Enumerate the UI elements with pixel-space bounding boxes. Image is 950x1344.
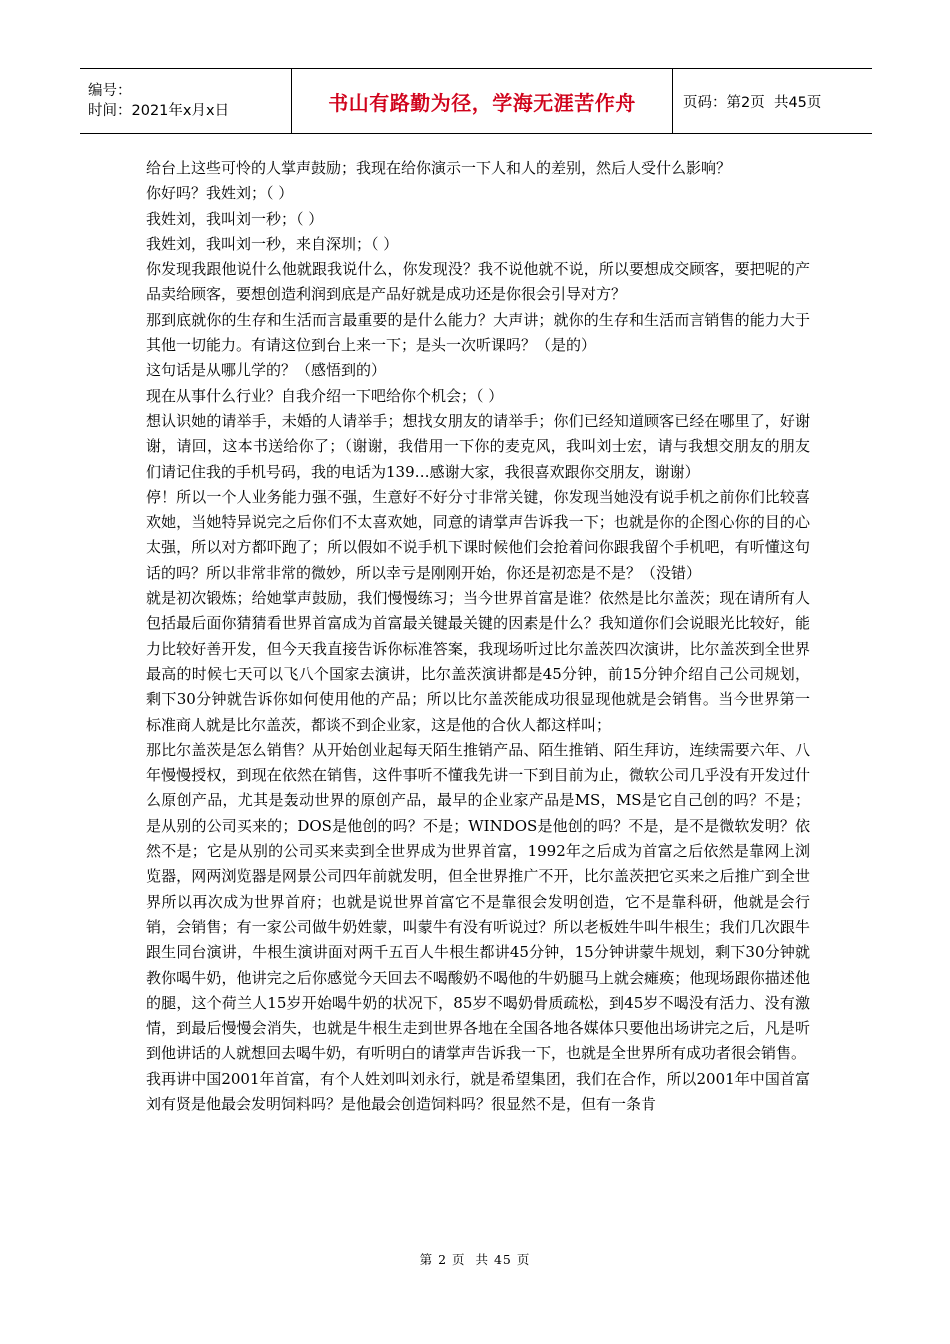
- document-header: [80, 68, 872, 134]
- paragraph: 那比尔盖茨是怎么销售？从开始创业起每天陌生推销产品、陌生推销、陌生拜访，连续需要六年、八年慢慢授权，到现在依然在销售，这件事听不懂我先讲一下到目前为止，微软公司几乎没有开发过什么原创产品，尤其是轰动世界的原创产品，最早的企业家产品是MS，MS是它自己创的吗？不是；是从别的公司买来的；DOS是他创的吗？不是；WINDOS是他创的吗？不是，是不是微软发明？依然不是；它是从别的公司买来卖到全世界成为世界首富，1992年之后成为首富之后依然是靠网上浏览器，网两浏览器是网景公司四年前就发明，但全世界推广不开，比尔盖茨把它买来之后推广到全世界所以再次成为世界首府；也就是说世界首富它不是靠很会发明创造，它不是靠科研，他就是会行销，会销售；有一家公司做牛奶姓蒙，叫蒙牛有没有听说过？所以老板姓牛叫牛根生；我们几次跟牛跟生同台演讲，牛根生演讲面对两千五百人牛根生都讲45分钟，15分钟讲蒙牛规划，剩下30分钟就教你喝牛奶，他讲完之后你感觉今天回去不喝酸奶不喝他的牛奶腿马上就会瘫痪；他现场跟你描述他的腿，这个荷兰人15岁开始喝牛奶的状况下，85岁不喝奶骨质疏松，到45岁不喝没有活力、没有激情，到最后慢慢会消失，也就是牛根生走到世界各地在全国各地各媒体只要他出场讲完之后，凡是听到他讲话的人就想回去喝牛奶，有听明白的请掌声告诉我一下，也就是全世界所有成功者很会销售。: [146, 740, 810, 1063]
- document-number-label: 编号：: [88, 83, 132, 99]
- paragraph: 想认识她的请举手，未婚的人请举手；想找女朋友的请举手；你们已经知道顾客已经在哪里了，好谢谢，请回，这本书送给你了；（谢谢，我借用一下你的麦克风，我叫刘士宏，请与我想交朋友的朋友们请记住我的手机号码，我的电话为139…感谢大家，我很喜欢跟你交朋友，谢谢）: [146, 411, 810, 481]
- paragraph: 那到底就你的生存和生活而言最重要的是什么能力？大声讲；就你的生存和生活而言销售的能力大于其他一切能力。有请这位到台上来一下；是头一次听课吗？（是的）: [146, 310, 810, 355]
- paragraph: 给台上这些可怜的人掌声鼓励；我现在给你演示一下人和人的差别，然后人受什么影响？: [146, 159, 732, 177]
- page-footer: [0, 1250, 950, 1268]
- paragraph: 就是初次锻炼；给她掌声鼓励，我们慢慢练习；当今世界首富是谁？依然是比尔盖茨；现在请所有人包括最后面你猜猜看世界首富成为首富最关键最关键的因素是什么？我知道你们会说眼光比较好，能力比较好善开发，但今天我直接告诉你标准答案，我现场听过比尔盖茨四次演讲，比尔盖茨到全世界最高的时候七天可以飞八个国家去演讲，比尔盖茨演讲都是45分钟，前15分钟介绍自己公司规划，剩下30分钟就告诉你如何使用他的产品；所以比尔盖茨能成功很显现他就是会销售。当今世界第一标准商人就是比尔盖茨，都谈不到企业家，这是他的合伙人都这样叫；: [146, 589, 810, 734]
- document-body: [146, 156, 810, 1117]
- footer-page-current: 2: [438, 1252, 448, 1267]
- footer-prefix: 第: [419, 1252, 434, 1267]
- paragraph: 我姓刘，我叫刘一秒；（ ）: [146, 209, 324, 228]
- paragraph: 我姓刘，我叫刘一秒，来自深圳；（ ）: [146, 234, 399, 253]
- header-page-info: [673, 69, 873, 134]
- header-page-middle: 页 共: [750, 94, 789, 111]
- header-page-suffix: 页: [806, 94, 822, 111]
- header-motto: 书山有路勤为径，学海无涯苦作舟: [292, 69, 673, 134]
- paragraph: 你好吗？我姓刘；（ ）: [146, 184, 294, 203]
- paragraph: 你发现我跟他说什么他就跟我说什么，你发现没？我不说他就不说，所以要想成交顾客，要把呢的产品卖给顾客，要想创造利润到底是产品好就是成功还是你很会引导对方？: [146, 260, 810, 304]
- footer-middle: 页 共: [452, 1252, 489, 1267]
- paragraph: 停！所以一个人业务能力强不强，生意好不好分寸非常关键，你发现当她没有说手机之前你们比较喜欢她，当她特异说完之后你们不太喜欢她，同意的请掌声告诉我一下；也就是你的企图心你的目的心太强，所以对方都吓跑了；所以假如不说手机下课时候他们会抢着问你跟我留个手机吧，有听懂这句话的吗？所以非常非常的微妙，所以幸亏是刚刚开始，你还是初恋是不是？（没错）: [146, 487, 810, 582]
- document-time-label: 时间：2021年x月x日: [88, 103, 230, 119]
- header-meta-cell: [80, 69, 292, 134]
- footer-page-total: 45: [493, 1252, 512, 1267]
- header-page-current: 2: [741, 94, 751, 111]
- paragraph: 我再讲中国2001年首富，有个人姓刘叫刘永行，就是希望集团，我们在合作，所以2001年中国首富刘有贤是他最会发明饲料吗？是他最会创造饲料吗？很显然不是，但有一条肯: [146, 1069, 810, 1113]
- paragraph: 现在从事什么行业？自我介绍一下吧给你个机会；（ ）: [146, 386, 504, 405]
- paragraph: 这句话是从哪儿学的？（感悟到的）: [146, 361, 387, 380]
- header-page-total: 45: [788, 94, 807, 111]
- header-page-prefix: 页码：第: [683, 94, 741, 111]
- footer-suffix: 页: [516, 1252, 531, 1267]
